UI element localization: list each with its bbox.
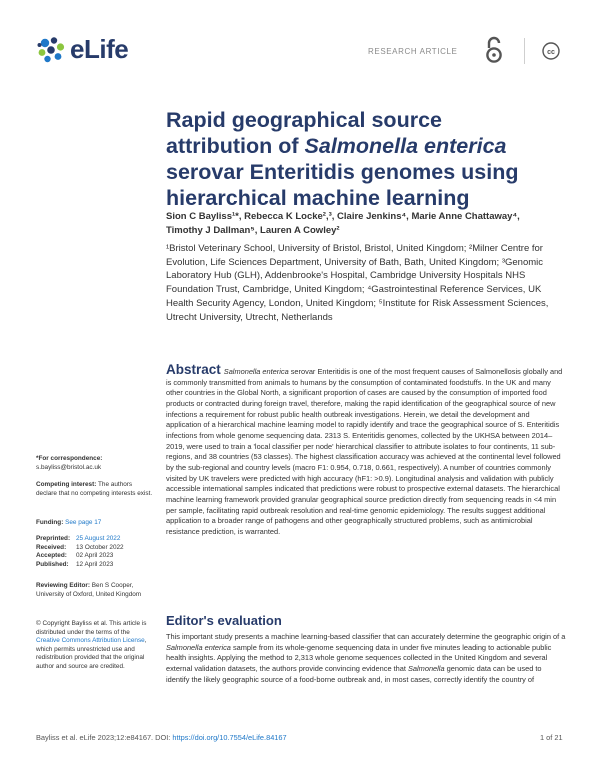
copyright-text: © Copyright Bayliss et al. This article is distributed under the terms of the xyxy=(36,620,147,636)
elife-logo-icon xyxy=(36,34,66,64)
elife-logo-text: eLife xyxy=(70,33,129,64)
abstract-body: serovar Enteritidis is one of the most frequent causes of Salmonellosis globally and is commonly transmitted from animals to humans by the consumption of contaminated foodstuffs. In the UK and many other countries in the Global North, a significant proportion of cases are caused by the consumption of imported food products or contracted during foreign travel, therefore, making the rapid identification of the geographical source of new infections a requirement for robust public health outbreak investigations. Herein, we detail the development and application of a hierarchical machine learning model to rapidly identify and trace the geographical source of S. Enteritidis infections from whole genome sequencing data. 2313 S. Enteritidis genomes, collected by the UKHSA between 2014–2019, were used to train a 'local classifier per node' hierarchical classifier to attribute isolates to four continents, 11 sub-regions, and 38 countries (53 classes). The highest classification accuracy was achieved at the continental level followed by the sub-regional and country levels (macro F1: 0.954, 0.718, 0.661, respectively). A number of countries commonly visited by UK travelers were predicted with high accuracy (hF1: >0.9). Longitudinal analysis and validation with publicly accessible international samples indicated that predictions were robust to prospective external datasets. The hierarchical machine learning framework provided granular geographical source prediction directly from sequencing reads in <4 min per sample, facilitating rapid outbreak resolution and real-time genomic epidemiology. The results suggest additional application to a broader range of pathogens and other geographically structured problems, such as antimicrobial resistance prediction, is warranted. xyxy=(166,367,563,536)
date-label: Published: xyxy=(36,560,69,568)
correspondence-email[interactable]: s.bayliss@bristol.ac.uk xyxy=(36,463,102,471)
reviewing-editor-label: Reviewing Editor: xyxy=(36,582,90,589)
editors-evaluation-body xyxy=(166,632,566,685)
copyright-text-end: , which permits unrestricted use and redistribution provided that the original author and source are credited. xyxy=(36,637,147,670)
evaluation-species-1: Salmonella enterica xyxy=(166,642,231,652)
elife-logo[interactable] xyxy=(36,34,166,64)
creative-commons-icon[interactable] xyxy=(542,42,560,60)
page-number: 1 of 21 xyxy=(540,733,563,742)
abstract xyxy=(166,362,566,538)
preprint-link[interactable]: 25 August 2022 xyxy=(76,535,121,542)
article-title xyxy=(166,107,546,211)
evaluation-part-3: genomic data can be used to identify the likely geographic source of a food-borne outbreak and, in most cases, correctly identify the country of xyxy=(166,663,542,684)
funding-label: Funding: xyxy=(36,519,64,526)
author-list: Sion C Bayliss¹*, Rebecca K Locke²,³, Claire Jenkins⁴, Marie Anne Chattaway⁴, Timothy J Dallman⁵, Lauren A Cowley² xyxy=(166,211,520,236)
title-part-2: serovar Enteritidis genomes using hierarchical machine learning xyxy=(166,160,519,210)
footer-citation xyxy=(36,733,287,742)
date-label: Accepted: xyxy=(36,552,67,560)
evaluation-species-2: Salmonella xyxy=(408,663,445,673)
open-access-icon[interactable] xyxy=(484,36,504,64)
competing-interest-label: Competing interest: xyxy=(36,481,97,488)
date-row xyxy=(36,535,154,544)
correspondence-label: *For correspondence: xyxy=(36,455,103,462)
header-divider xyxy=(524,38,525,64)
abstract-species: Salmonella enterica xyxy=(223,367,289,376)
date-label: Preprinted: xyxy=(36,535,71,542)
reviewing-editor-block xyxy=(36,582,154,599)
article-type-label: RESEARCH ARTICLE xyxy=(368,47,458,56)
citation-text: Bayliss et al. eLife 2023;12:e84167. DOI: xyxy=(36,733,173,742)
competing-interest-block xyxy=(36,481,154,498)
date-label: Received: xyxy=(36,543,67,551)
date-value: 12 April 2023 xyxy=(76,560,114,568)
date-row xyxy=(36,561,154,570)
title-part-1: Rapid geographical source attribution of xyxy=(166,108,442,158)
correspondence-block xyxy=(36,455,154,472)
evaluation-part-2: sample from its whole-genome sequencing data in under five minutes leading to actionable public health insights. Applying the method to 2,313 whole genome sequences collected in the United Kingdom and several external validation datasets, the authors provide convincing evidence that xyxy=(166,642,552,673)
evaluation-part-1: This important study presents a machine learning-based classifier that can accurately determine the geographic origin of a xyxy=(166,632,566,641)
date-row xyxy=(36,544,154,553)
title-species: Salmonella enterica xyxy=(304,134,507,158)
editors-evaluation-heading: Editor's evaluation xyxy=(166,613,282,628)
reviewing-editor-text: Ben S Cooper, University of Oxford, United Kingdom xyxy=(36,582,142,598)
funding-link[interactable]: See page 17 xyxy=(65,519,102,526)
dates-block xyxy=(36,535,154,569)
doi-link[interactable]: https://doi.org/10.7554/eLife.84167 xyxy=(172,733,287,742)
copyright-block xyxy=(36,620,154,672)
funding-block xyxy=(36,519,154,528)
abstract-heading: Abstract xyxy=(166,362,221,377)
affiliations: ¹Bristol Veterinary School, University of Bristol, Bristol, United Kingdom; ²Milner Centre for Evolution, Life Sciences Department, University of Bath, Bath, United Kingdom; ³Genomic Laboratory Hub (GLH), Addenbrooke's Hospital, Cambridge University Hospitals NHS Foundation Trust, Cambridge, United Kingdom; ⁴Gastrointestinal Reference Services, UK Health Security Agency, London, United Kingdom; ⁵Institute for Risk Assessment Sciences, Utrecht University, Utrecht, Netherlands xyxy=(166,243,549,323)
date-row xyxy=(36,552,154,561)
license-link[interactable]: Creative Commons Attribution License xyxy=(36,637,145,645)
competing-interest-text: The authors declare that no competing interests exist. xyxy=(36,481,153,497)
svg-text:cc: cc xyxy=(547,49,555,56)
date-value: 13 October 2022 xyxy=(76,543,124,551)
date-value: 02 April 2023 xyxy=(76,552,114,560)
